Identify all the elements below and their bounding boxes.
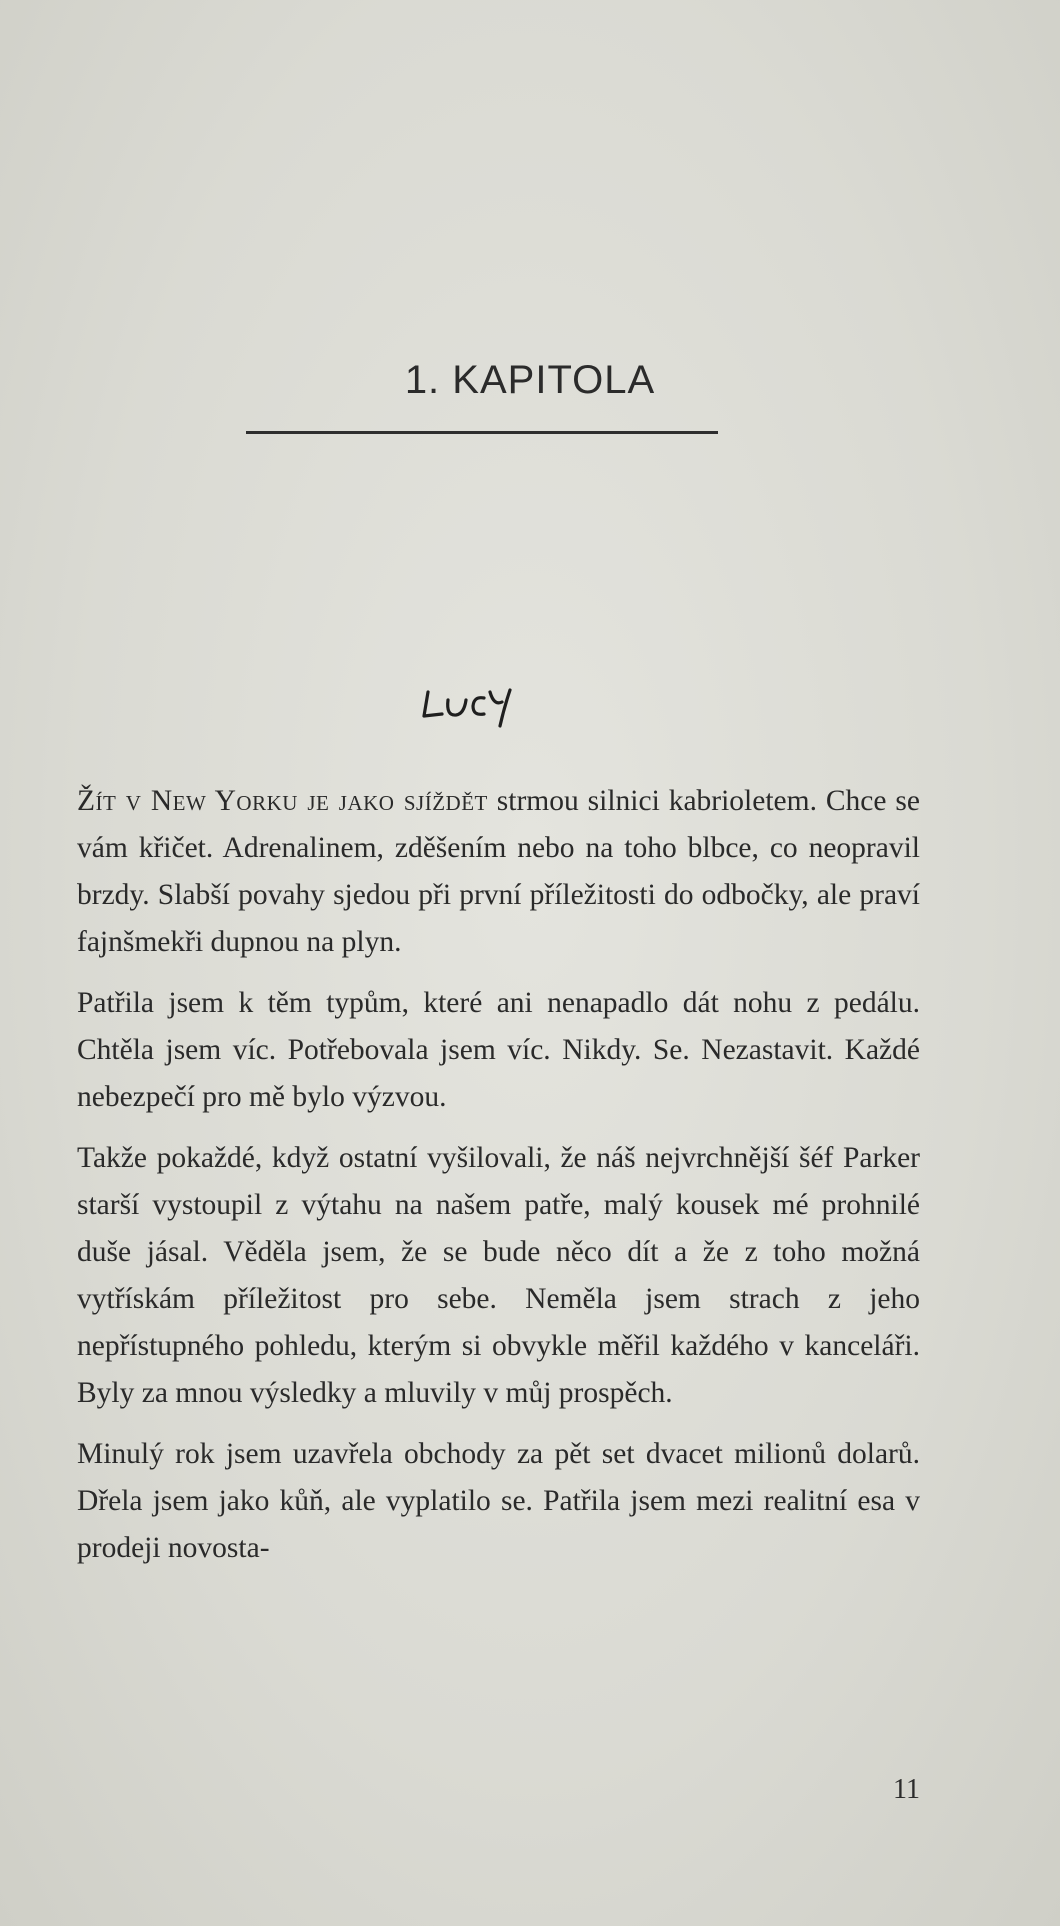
- paragraph-text: strmou silnici kabrioletem. Chce se vám křičet. Adrenalinem, zděšením nebo na toho blbce, co neopravil brzdy. Slabší povahy sjedou při první příležitosti do odbočky, ale praví fajnšmekři dupnou na plyn.: [77, 785, 920, 958]
- opening-small-caps: Žít v New Yorku je jako sjíždět: [77, 785, 488, 817]
- chapter-title: 1. KAPITOLA: [404, 358, 656, 402]
- paragraph: Minulý rok jsem uzavřela obchody za pět set dvacet milionů dolarů. Dřela jsem jako kůň, ale vyplatilo se. Patřila jsem mezi realitní esa v prodeji novosta-: [77, 1438, 920, 1564]
- paragraph: [77, 778, 920, 966]
- chapter-rule: [246, 431, 718, 434]
- paragraph: Patřila jsem k těm typům, které ani nenapadlo dát nohu z pedálu. Chtěla jsem víc. Potřebovala jsem víc. Nikdy. Se. Nezastavit. Každé nebezpečí pro mě bylo výzvou.: [77, 987, 920, 1113]
- handwritten-signature-icon: [418, 678, 528, 728]
- body-text: [77, 778, 920, 1586]
- paragraph: Takže pokaždé, když ostatní vyšilovali, že náš nejvrchnější šéf Parker starší vystoupil z výtahu na našem patře, malý kousek mé prohnilé duše jásal. Věděla jsem, že se bude něco dít a že z toho možná vytřískám příležitost pro sebe. Neměla jsem strach z jeho nepřístupného pohledu, kterým si obvykle měřil každého v kanceláři. Byly za mnou výsledky a mluvily v můj prospěch.: [77, 1142, 920, 1409]
- page-number: 11: [893, 1774, 920, 1805]
